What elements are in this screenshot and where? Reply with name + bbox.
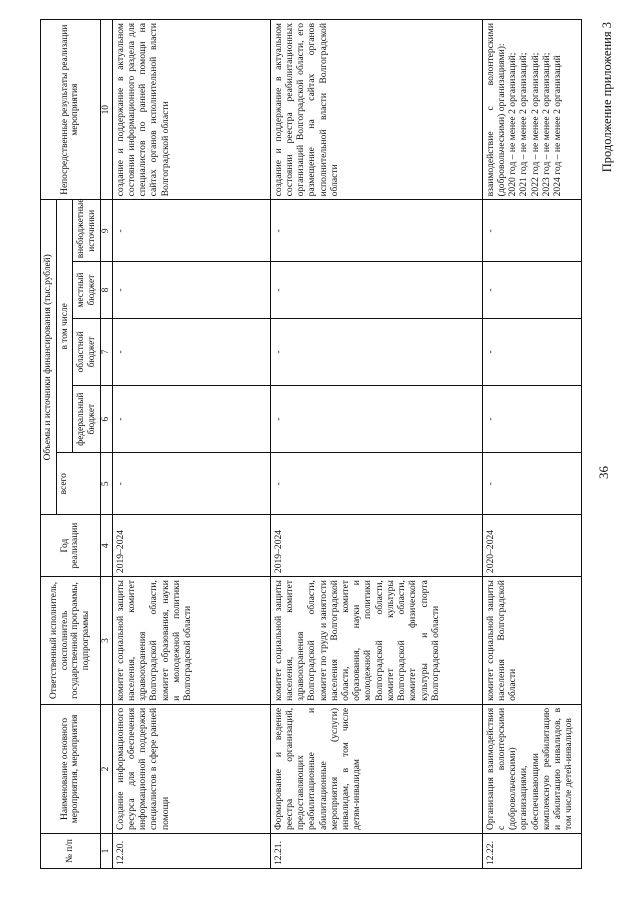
row-total: - (270, 453, 482, 515)
row-name: Формирование и ведение реестра организаций, предоставляющих реабилитационные и абилитационные мероприятия (услуги) инвалидам, в том числе детям-инвалидам (270, 704, 482, 833)
row-total: - (112, 453, 270, 515)
row-num: 12.21. (270, 834, 482, 869)
header-num: № п/п (41, 834, 101, 869)
header-federal: федеральный бюджет (73, 386, 100, 453)
row-local: - (270, 262, 482, 319)
row-year: 2020–2024 (482, 515, 581, 577)
row-regional: - (112, 318, 270, 385)
row-total: - (482, 453, 581, 515)
row-extra: - (270, 200, 482, 262)
col-number: 10 (100, 20, 112, 200)
col-number: 3 (100, 577, 112, 705)
result-line: 2021 год – не менее 2 организаций; (518, 52, 530, 197)
row-name: Создание информационного ресурса для обеспечения информационной поддержки специалистов в сфере ранней помощи (112, 704, 270, 833)
row-federal: - (482, 386, 581, 453)
row-federal: - (270, 386, 482, 453)
col-number: 8 (100, 262, 112, 319)
row-executor: комитет социальной защиты населения, комитет здравоохранения Волгоградской области, комитет по труду и занятости населения Волгоградской области, комитет образования, науки и молодежной политики Волгоградской области, комитет культуры Волгоградской области, комитет физической культуры и спорта Волгоградской области (270, 577, 482, 705)
header-local: местный бюджет (73, 262, 100, 319)
header-extra: внебюджетные источники (73, 200, 100, 262)
row-regional: - (482, 318, 581, 385)
header-year: Год реализации (41, 515, 101, 577)
row-num: 12.22. (482, 834, 581, 869)
table-row (482, 20, 581, 869)
row-federal: - (112, 386, 270, 453)
header-results: Непосредственные результаты реализации мероприятия (41, 20, 101, 200)
row-executor: комитет социальной защиты населения, комитет здравоохранения Волгоградской области, комитет образования, науки и молодежной политики Волгоградской области (112, 577, 270, 705)
col-number: 4 (100, 515, 112, 577)
row-regional: - (270, 318, 482, 385)
result-line: 2022 год – не менее 2 организаций; (529, 52, 541, 197)
result-line: 2024 год – не менее 2 организаций (552, 55, 564, 197)
col-number: 6 (100, 386, 112, 453)
row-executor: комитет социальной защиты населения Волгоградской области (482, 577, 581, 705)
col-number: 1 (100, 834, 112, 869)
header-funding: Объемы и источники финансирования (тыс.рублей) (41, 200, 57, 515)
row-results: создание и поддержание в актуальном состоянии реестра реабилитационных организаций Волгоградской области, его размещение на сайтах органов исполнительной власти Волгоградской области (270, 20, 482, 200)
result-line: взаимодействие с волонтерскими (добровольческими) организациями): (484, 23, 508, 197)
result-line: 2023 год – не менее 2 организаций; (540, 52, 552, 197)
table-row (270, 20, 482, 869)
col-number: 9 (100, 200, 112, 262)
row-local: - (482, 262, 581, 319)
header-regional: областной бюджет (73, 318, 100, 385)
col-number: 5 (100, 453, 112, 515)
col-number: 7 (100, 318, 112, 385)
continuation-title: Продолжение приложения 3 (600, 22, 614, 173)
column-numbers-row (100, 20, 112, 869)
row-num: 12.20. (112, 834, 270, 869)
header-executor: Ответственный исполнитель, соисполнитель государственной программы, подпрограммы (41, 577, 101, 705)
header-incl: в том числе (57, 200, 73, 453)
row-results (482, 20, 581, 200)
program-table (40, 19, 582, 869)
row-name: Организация взаимодействия с волонтерскими (добровольческими) организациями, обеспечивающими комплексную реабилитацию и абилитацию инвалидов, в том числе детей-инвалидов (482, 704, 581, 833)
header-name: Наименование основного мероприятия, мероприятия (41, 704, 101, 833)
row-extra: - (112, 200, 270, 262)
page-number: 36 (596, 466, 611, 479)
row-year: 2019–2024 (270, 515, 482, 577)
row-local: - (112, 262, 270, 319)
row-extra: - (482, 200, 581, 262)
header-total: всего (57, 453, 100, 515)
result-line: 2020 год – не менее 2 организаций; (507, 52, 519, 197)
col-number: 2 (100, 704, 112, 833)
table-row (112, 20, 270, 869)
row-results: создание и поддержание в актуальном состоянии информационного раздела для специалистов по ранней помощи на сайтах органов исполнительной власти Волгоградской области (112, 20, 270, 200)
row-year: 2019–2024 (112, 515, 270, 577)
